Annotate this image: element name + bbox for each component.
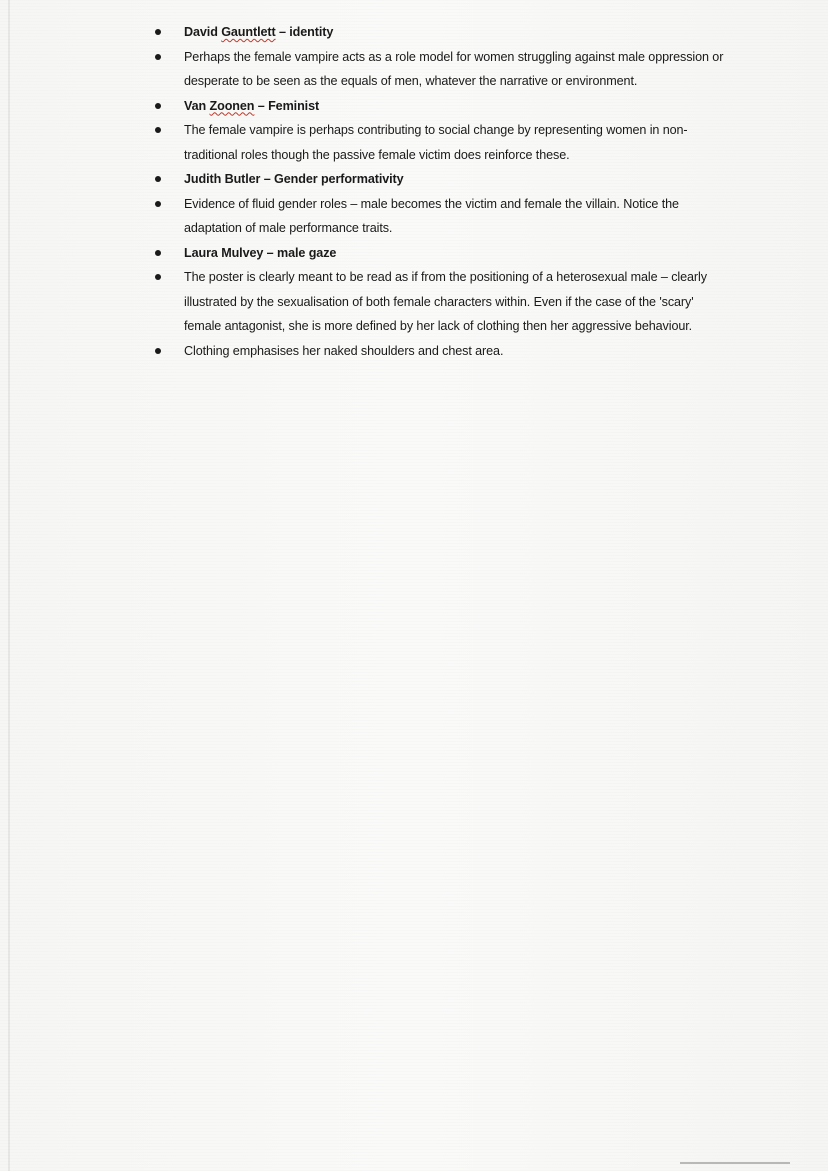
scan-left-edge (8, 0, 10, 1171)
note-heading-gauntlett (152, 20, 732, 45)
note-body-role-model: Perhaps the female vampire acts as a role model for women struggling against male oppression or desperate to be seen as the equals of men, whatever the narrative or environment. (152, 45, 732, 94)
spellcheck-flagged-word: Zoonen (209, 98, 255, 113)
note-body-clothing: Clothing emphasises her naked shoulders and chest area. (152, 339, 732, 364)
note-body-social-change: The female vampire is perhaps contributing to social change by representing women in non-traditional roles though the passive female victim does reinforce these. (152, 118, 732, 167)
heading-suffix: – Feminist (254, 98, 320, 113)
note-heading-butler: Judith Butler – Gender performativity (152, 167, 732, 192)
note-heading-van-zoonen (152, 94, 732, 119)
note-body-fluid-gender: Evidence of fluid gender roles – male becomes the victim and female the villain. Notice the adaptation of male performance traits. (152, 192, 732, 241)
heading-suffix: – identity (275, 25, 334, 39)
note-body-poster-gaze: The poster is clearly meant to be read as if from the positioning of a heterosexual male – clearly illustrated by the sexualisation of both female characters within. Even if the case of the 'scary' female antagonist, she is more defined by her lack of clothing then her aggressive behaviour. (152, 265, 732, 339)
spellcheck-flagged-word: Gauntlett (221, 25, 276, 39)
notes-list (152, 20, 732, 363)
note-heading-mulvey: Laura Mulvey – male gaze (152, 241, 732, 266)
scan-bottom-mark (680, 1162, 790, 1164)
heading-prefix: David (184, 25, 222, 39)
heading-prefix: Van (184, 98, 210, 113)
